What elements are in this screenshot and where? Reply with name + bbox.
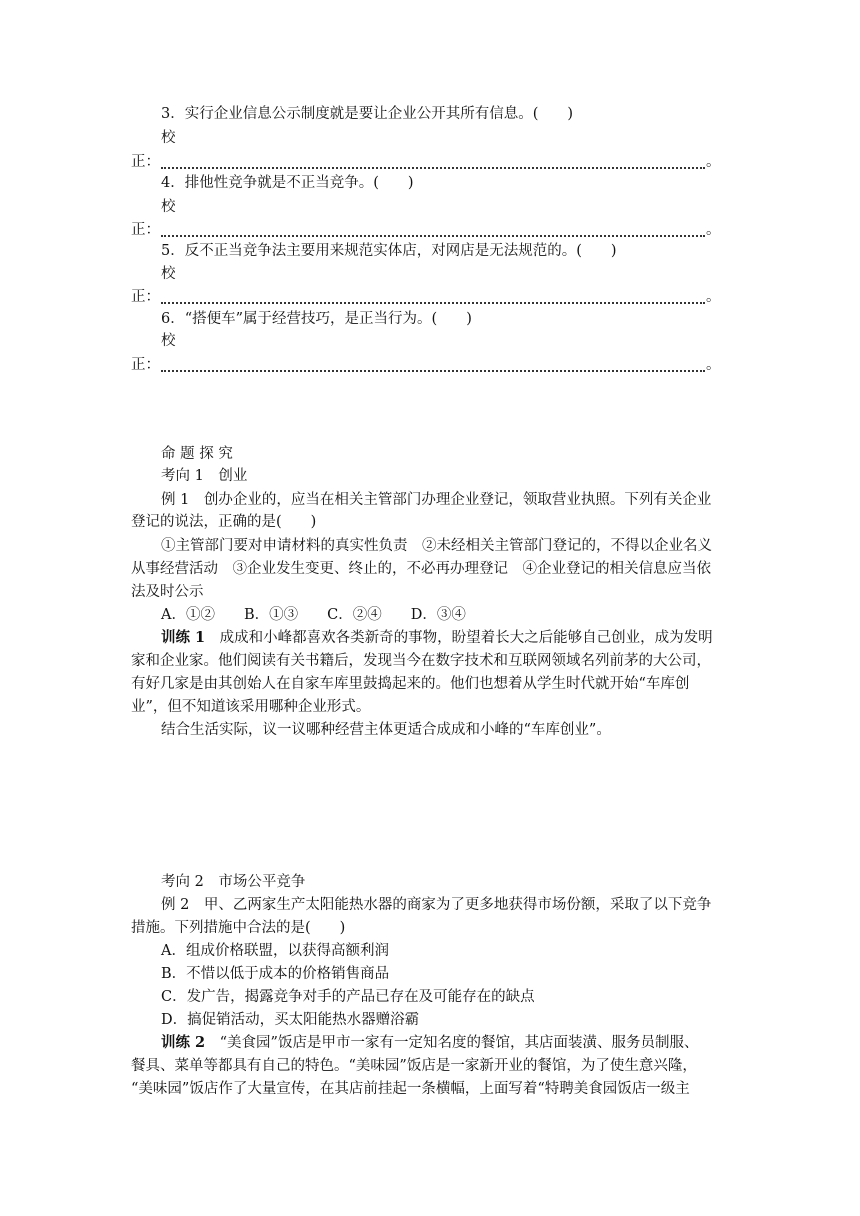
jiao-label: 校 bbox=[161, 266, 176, 282]
statement-4: 4．排他性竞争就是不正当竞争。( ) bbox=[161, 175, 414, 191]
correction-line-6[interactable] bbox=[161, 366, 705, 372]
end-mark: 。 bbox=[706, 289, 721, 305]
zheng-label: 正： bbox=[131, 222, 160, 238]
end-mark: 。 bbox=[706, 222, 721, 238]
zheng-label: 正： bbox=[131, 357, 160, 373]
training-1-question: 结合生活实际，议一议哪种经营主体更适合成成和小峰的“车库创业”。 bbox=[161, 722, 611, 738]
training-1-line-3: 有好几家是由其创始人在自家车库里鼓捣起来的。他们也想着从学生时代就开始“车库创 bbox=[131, 676, 690, 692]
example-2-option-b: B．不惜以低于成本的价格销售商品 bbox=[161, 966, 390, 982]
jiao-label: 校 bbox=[161, 199, 176, 215]
topic-2-heading: 考向 2 市场公平竞争 bbox=[161, 874, 306, 890]
example-1-options: ①主管部门要对申请材料的真实性负责 ②未经相关主管部门登记的，不得以企业名义 bbox=[161, 538, 712, 554]
statement-6: 6．“搭便车”属于经营技巧，是正当行为。( ) bbox=[161, 311, 472, 327]
example-1-options-cont: 从事经营活动 ③企业发生变更、终止的，不必再办理登记 ④企业登记的相关信息应当依 bbox=[131, 561, 711, 577]
training-2-text: “美食园”饭店是甲市一家有一定知名度的餐馆，其店面装潢、服务员制服、 bbox=[205, 1035, 699, 1051]
training-1-line-2: 家和企业家。他们阅读有关书籍后，发现当今在数字技术和互联网领域名列前茅的大公司， bbox=[131, 653, 711, 669]
training-1-label: 训练 1 bbox=[161, 629, 206, 646]
training-1-line-4: 业”，但不知道该采用哪种企业形式。 bbox=[131, 699, 371, 715]
training-2-line-3: “美味园”饭店作了大量宣传，在其店前挂起一条横幅，上面写着“特聘美食园饭店一级主 bbox=[131, 1081, 690, 1097]
statement-5: 5．反不正当竞争法主要用来规范实体店，对网店是无法规范的。( ) bbox=[161, 243, 617, 259]
zheng-label: 正： bbox=[131, 289, 160, 305]
example-1-stem: 例 1 创办企业的，应当在相关主管部门办理企业登记，领取营业执照。下列有关企业 bbox=[161, 492, 712, 508]
example-1-options-end: 法及时公示 bbox=[131, 584, 204, 600]
example-1-stem-cont: 登记的说法，正确的是( ) bbox=[131, 514, 317, 530]
zheng-label: 正： bbox=[131, 154, 160, 170]
example-1-choices: A．①② B．①③ C．②④ D．③④ bbox=[161, 607, 466, 623]
topic-1-heading: 考向 1 创业 bbox=[161, 468, 248, 484]
jiao-label: 校 bbox=[161, 130, 176, 146]
example-2-option-a: A．组成价格联盟，以获得高额利润 bbox=[161, 943, 389, 959]
training-2-line-1 bbox=[161, 1033, 698, 1053]
example-2-stem-cont: 措施。下列措施中合法的是( ) bbox=[131, 920, 346, 936]
training-2-line-2: 餐具、菜单等都具有自己的特色。“美味园”饭店是一家新开业的餐馆，为了使生意兴隆， bbox=[131, 1058, 697, 1074]
correction-line-4[interactable] bbox=[161, 231, 705, 237]
example-2-option-d: D．搞促销活动，买太阳能热水器赠浴霸 bbox=[161, 1012, 420, 1028]
example-2-option-c: C．发广告，揭露竞争对手的产品已存在及可能存在的缺点 bbox=[161, 989, 535, 1005]
training-1-line-1 bbox=[161, 628, 713, 648]
training-2-label: 训练 2 bbox=[161, 1034, 206, 1051]
correction-line-5[interactable] bbox=[161, 298, 705, 304]
section-title: 命 题 探 究 bbox=[161, 446, 233, 462]
example-2-stem: 例 2 甲、乙两家生产太阳能热水器的商家为了更多地获得市场份额，采取了以下竞争 bbox=[161, 897, 712, 913]
statement-3: 3．实行企业信息公示制度就是要让企业公开其所有信息。( ) bbox=[161, 106, 574, 122]
end-mark: 。 bbox=[706, 154, 721, 170]
jiao-label: 校 bbox=[161, 333, 176, 349]
correction-line-3[interactable] bbox=[161, 163, 705, 169]
training-1-text: 成成和小峰都喜欢各类新奇的事物，盼望着长大之后能够自己创业，成为发明 bbox=[205, 630, 713, 646]
end-mark: 。 bbox=[706, 357, 721, 373]
